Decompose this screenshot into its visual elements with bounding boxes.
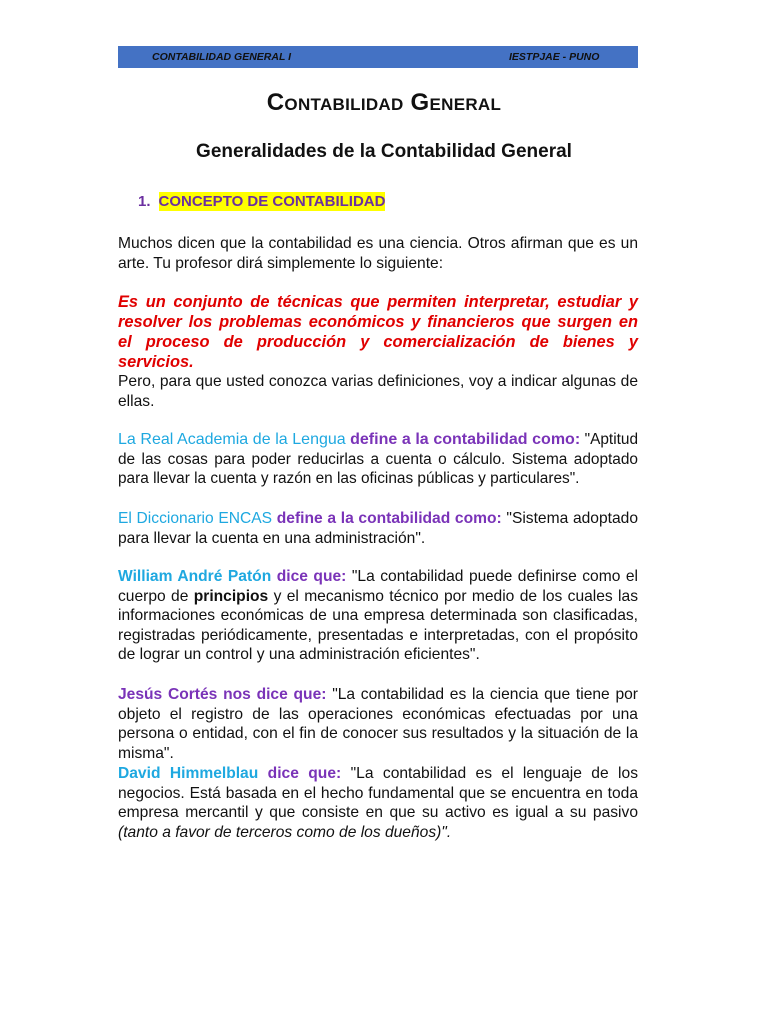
document-title: Contabilidad General — [266, 89, 502, 116]
bold-term: principios — [193, 587, 269, 605]
section-number: 1. — [138, 193, 151, 210]
source-name: La Real Academia de la Lengua — [118, 431, 346, 448]
definition-text-cont: y el mecanismo técnico por medio de los cuales las informaciones económicas de una empresa determinada son clasificadas, registradas periódicamente, presentadas e interpretadas, con el propósito de lograr un control y una administración eficientes". — [118, 587, 638, 663]
source-name: Jesús Cortés — [118, 686, 218, 703]
definition-text: "Aptitud de las cosas para poder reducirlas a cuenta o cálculo. Sistema adoptado para llevar la cuenta y razón en las oficinas públicas y particulares". — [118, 431, 639, 487]
header-course-name: CONTABILIDAD GENERAL I — [152, 51, 292, 63]
definition-text: "La contabilidad es el lenguaje de los negocios. Está basada en el hecho fundamental que se encuentra en toda empresa mercantil y que consiste en que su activo es igual a su pasivo — [118, 765, 638, 821]
section-label: CONCEPTO DE CONTABILIDAD — [158, 193, 386, 210]
lead-in-paragraph: Pero, para que usted conozca varias definiciones, voy a indicar algunas de ellas. — [118, 373, 638, 410]
definition-text: "La contabilidad puede definirse como el cuerpo de — [118, 568, 639, 605]
definition-himmelblau — [118, 764, 638, 842]
source-verb: nos dice que: — [223, 686, 327, 703]
document-subtitle: Generalidades de la Contabilidad General — [196, 141, 572, 162]
definition-italic-tail: (tanto a favor de terceros como de los dueños)". — [118, 823, 452, 841]
source-verb: define a la contabilidad como: — [276, 510, 502, 527]
definition-encas — [118, 509, 638, 548]
definition-text: "La contabilidad es la ciencia que tiene por objeto el registro de las operaciones económicas efectuadas por una persona o entidad, con el fin de conocer sus resultados y la situación de la misma". — [118, 686, 638, 762]
source-verb: dice que: — [267, 765, 342, 782]
source-verb: dice que: — [276, 568, 347, 585]
source-name: David Himmelblau — [118, 765, 259, 782]
definition-rae — [118, 430, 638, 489]
definition-quote: Es un conjunto de técnicas que permiten interpretar, estudiar y resolver los problemas económicos y financieros que surgen en el proceso de producción y comercialización de bienes y servicios. — [118, 293, 638, 371]
definition-text: "Sistema adoptado para llevar la cuenta en una administración". — [118, 510, 638, 547]
source-name: El Diccionario ENCAS — [118, 510, 273, 527]
source-name: William André Patón — [118, 568, 272, 585]
intro-paragraph: Muchos dicen que la contabilidad es una ciencia. Otros afirman que es un arte. Tu profesor dirá simplemente lo siguiente: — [118, 235, 638, 272]
definition-paton — [118, 567, 638, 665]
source-verb: define a la contabilidad como: — [350, 431, 581, 448]
definition-cortes — [118, 685, 638, 763]
header-institution: IESTPJAE - PUNO — [509, 51, 600, 63]
section-heading — [138, 193, 385, 210]
page-header-bar — [118, 46, 638, 68]
